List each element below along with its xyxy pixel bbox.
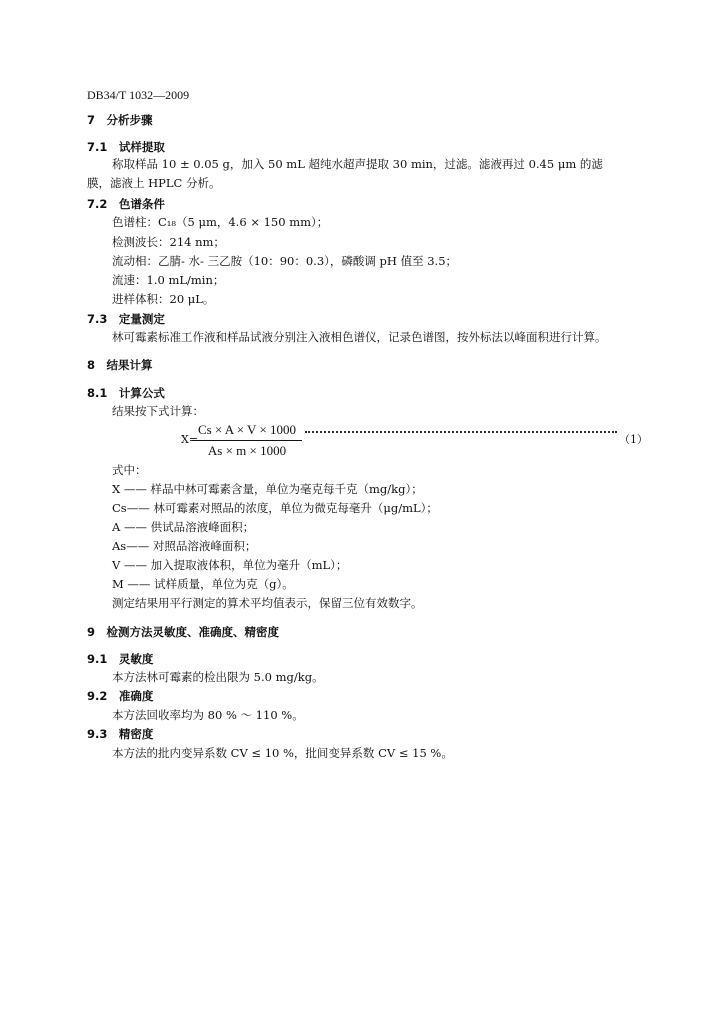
condition-item: 色谱柱：C₁₈（5 μm，4.6 × 150 mm）； [112,215,329,229]
equation-number: （1） [619,433,648,446]
section-9-3-heading: 9.3 精密度 [87,727,154,741]
accuracy-text: 本方法回收率均为 80 % ～ 110 %。 [112,708,304,722]
fraction-bar [192,440,302,441]
document-id: DB34/T 1032—2009 [87,88,190,102]
section-9-1-heading: 9.1 灵敏度 [87,652,154,666]
condition-item: 进样体积：20 μL。 [112,292,215,306]
precision-text: 本方法的批内变异系数 CV ≤ 10 %，批间变异系数 CV ≤ 15 %。 [112,746,453,760]
variable-definition: X —— 样品中林可霉素含量，单位为毫克每千克（mg/kg）； [112,482,423,496]
condition-item: 检测波长：214 nm； [112,235,225,249]
section-7-3-heading: 7.3 定量测定 [87,312,165,326]
paragraph-line: 林可霉素标准工作液和样品试液分别注入液相色谱仪，记录色谱图，按外标法以峰面积进行计算。 [112,330,607,344]
section-8-1-heading: 8.1 计算公式 [87,386,165,400]
section-7-2-heading: 7.2 色谱条件 [87,197,165,211]
variable-definition: A —— 供试品溶液峰面积； [112,520,255,534]
formula-denominator: As × m × 1000 [207,443,287,458]
paragraph-line: 称取样品 10 ± 0.05 g，加入 50 mL 超纯水超声提取 30 min，过滤。滤液再过 0.45 μm 的滤 [112,157,603,171]
paragraph-line: 膜，滤液上 HPLC 分析。 [87,176,221,190]
condition-item: 流动相：乙腈- 水- 三乙胺（10：90：0.3），磷酸调 pH 值至 3.5； [112,254,458,268]
result-note: 测定结果用平行测定的算术平均值表示，保留三位有效数字。 [112,596,423,610]
variable-definition: M —— 试样质量，单位为克（g）。 [112,577,294,591]
variable-definition: Cs—— 林可霉素对照品的浓度，单位为微克每毫升（μg/mL）； [112,501,438,515]
section-7-heading: 7 分析步骤 [87,113,153,127]
formula-lhs: X= [181,433,199,446]
section-9-2-heading: 9.2 准确度 [87,689,154,703]
sensitivity-text: 本方法林可霉素的检出限为 5.0 mg/kg。 [112,670,324,684]
section-9-heading: 9 检测方法灵敏度、准确度、精密度 [87,625,279,639]
variable-definition: As—— 对照品溶液峰面积； [112,539,257,553]
formula-fraction [192,422,302,462]
section-8-heading: 8 结果计算 [87,358,153,372]
formula-numerator: Cs × A × V × 1000 [197,422,297,437]
variable-definition: V —— 加入提取液体积，单位为毫升（mL）； [112,558,348,572]
section-7-1-heading: 7.1 试样提取 [87,140,165,154]
dot-leader [305,431,617,433]
condition-item: 流速：1.0 mL/min； [112,273,225,287]
where-label: 式中： [112,463,147,477]
formula-intro: 结果按下式计算： [112,404,204,418]
